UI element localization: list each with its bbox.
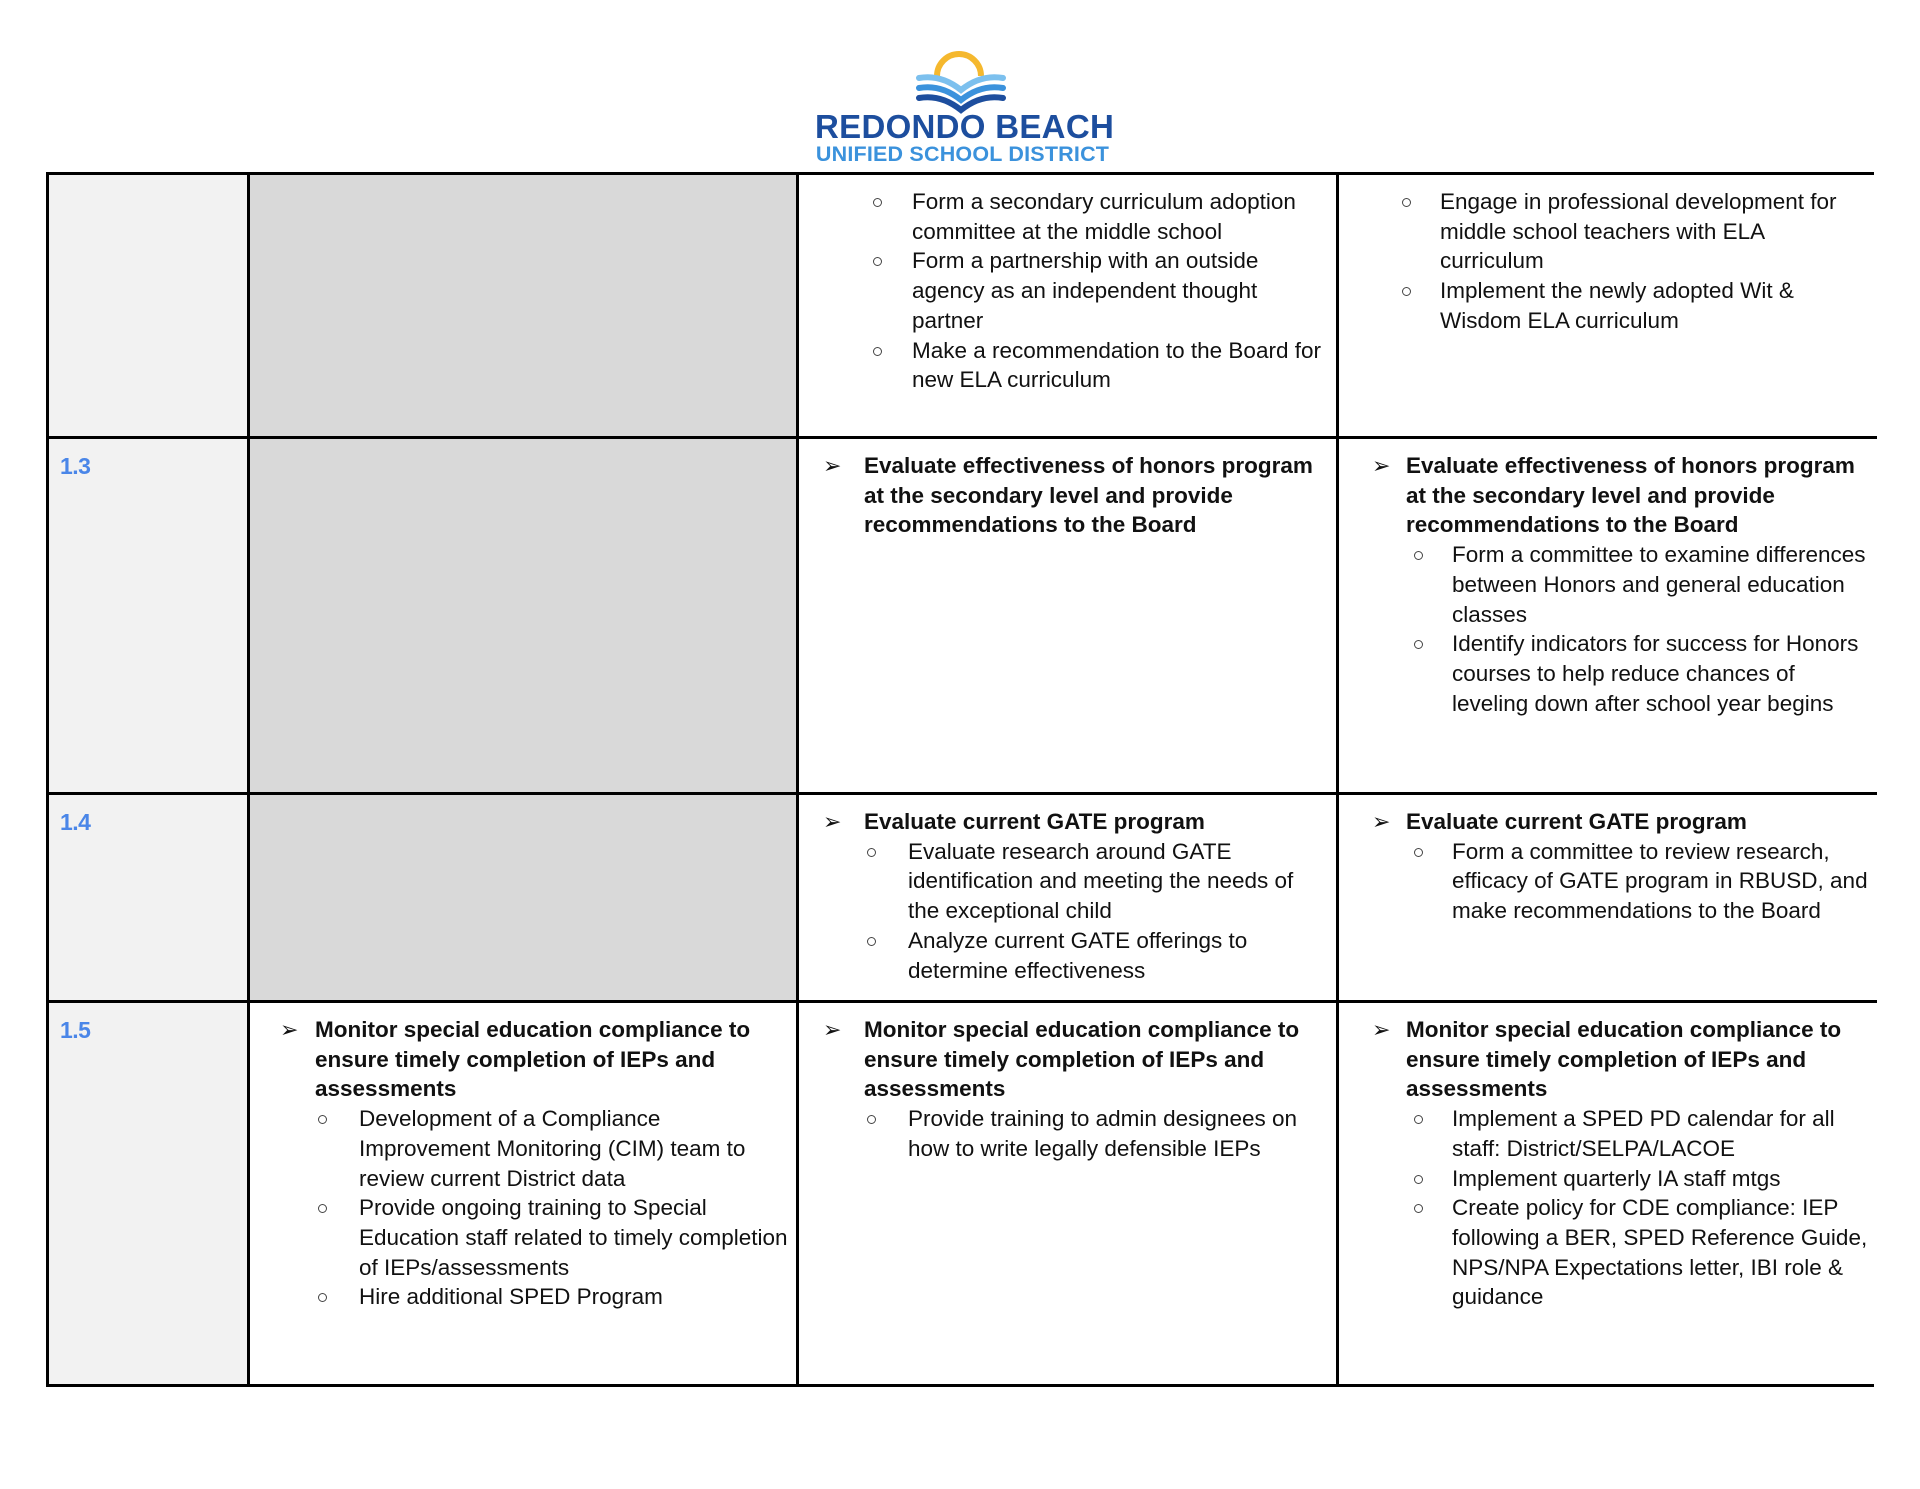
hollow-circle-bullet-icon <box>867 937 876 946</box>
main-bullet-item: ➢ Monitor special education compliance to ensure timely completion of IEPs and assessments <box>1372 1017 1842 1102</box>
sub-bullet-list <box>1339 187 1869 336</box>
sub-bullet-item: Form a committee to examine differences between Honors and general education classes <box>1339 540 1869 629</box>
sub-bullet-list <box>1339 1104 1869 1312</box>
row-4-col-3-cell <box>799 1003 1339 1384</box>
arrowhead-bullet-icon: ➢ <box>823 453 842 478</box>
hollow-circle-bullet-icon <box>873 347 882 356</box>
hollow-circle-bullet-icon <box>1414 1204 1423 1213</box>
row-label-cell <box>49 795 250 1003</box>
sub-bullet-item: Form a partnership with an outside agency as an independent thought partner <box>799 246 1328 335</box>
hollow-circle-bullet-icon <box>1414 848 1423 857</box>
sub-bullet-item: Identify indicators for success for Honors courses to help reduce chances of leveling down after school year begins <box>1339 629 1869 718</box>
sub-bullet-item: Implement the newly adopted Wit & Wisdom ELA curriculum <box>1339 276 1869 335</box>
row-3-col-3-cell <box>799 795 1339 1003</box>
sub-bullet-item: Evaluate research around GATE identification and meeting the needs of the exceptional child <box>799 837 1328 926</box>
row-label: 1.4 <box>60 809 91 835</box>
sub-bullet-item: Implement quarterly IA staff mtgs <box>1339 1164 1869 1194</box>
hollow-circle-bullet-icon <box>867 1115 876 1124</box>
row-label: 1.5 <box>60 1017 91 1043</box>
hollow-circle-bullet-icon <box>1414 640 1423 649</box>
row-1-col-3-cell <box>799 175 1339 439</box>
sub-bullet-list <box>1339 540 1869 718</box>
logo-subtitle: UNIFIED SCHOOL DISTRICT <box>815 142 1110 166</box>
district-logo <box>800 40 1120 165</box>
sub-bullet-item: Implement a SPED PD calendar for all staff: District/SELPA/LACOE <box>1339 1104 1869 1163</box>
arrowhead-bullet-icon: ➢ <box>1372 453 1391 478</box>
sub-bullet-item: Engage in professional development for middle school teachers with ELA curriculum <box>1339 187 1869 276</box>
hollow-circle-bullet-icon <box>1414 551 1423 560</box>
row-4-col-2-cell <box>250 1003 799 1384</box>
sub-bullet-list <box>799 1104 1328 1163</box>
hollow-circle-bullet-icon <box>873 257 882 266</box>
main-bullet-item: ➢ Evaluate effectiveness of honors program at the secondary level and provide recommendations to the Board <box>823 453 1313 538</box>
hollow-circle-bullet-icon <box>318 1293 327 1302</box>
sub-bullet-list <box>250 1104 788 1312</box>
arrowhead-bullet-icon: ➢ <box>280 1017 299 1042</box>
hollow-circle-bullet-icon <box>1414 1175 1423 1184</box>
row-label-cell <box>49 175 250 439</box>
main-bullet-item: ➢ Evaluate effectiveness of honors program at the secondary level and provide recommendations to the Board <box>1372 453 1855 538</box>
sub-bullet-item: Make a recommendation to the Board for new ELA curriculum <box>799 336 1328 395</box>
logo-title: REDONDO BEACH <box>815 108 1115 145</box>
sub-bullet-item: Hire additional SPED Program <box>250 1282 788 1312</box>
sub-bullet-item: Create policy for CDE compliance: IEP following a BER, SPED Reference Guide, NPS/NPA Expectations letter, IBI role & guidance <box>1339 1193 1869 1312</box>
main-bullet-item: ➢ Evaluate current GATE program <box>1339 807 1869 837</box>
hollow-circle-bullet-icon <box>873 198 882 207</box>
strategic-plan-table <box>46 172 1874 1387</box>
arrowhead-bullet-icon: ➢ <box>1372 1017 1391 1042</box>
hollow-circle-bullet-icon <box>318 1115 327 1124</box>
sub-bullet-list <box>799 187 1328 395</box>
sub-bullet-item: Form a committee to review research, efficacy of GATE program in RBUSD, and make recommendations to the Board <box>1339 837 1869 926</box>
arrowhead-bullet-icon: ➢ <box>823 809 842 834</box>
sub-bullet-item: Analyze current GATE offerings to determine effectiveness <box>799 926 1328 985</box>
row-1-col-4-cell <box>1339 175 1877 439</box>
sub-bullet-item: Development of a Compliance Improvement Monitoring (CIM) team to review current District data <box>250 1104 788 1193</box>
empty-shaded-cell <box>250 439 799 795</box>
arrowhead-bullet-icon: ➢ <box>823 1017 842 1042</box>
sub-bullet-list <box>799 837 1328 986</box>
empty-shaded-cell <box>250 175 799 439</box>
row-3-col-4-cell <box>1339 795 1877 1003</box>
main-bullet-item: ➢ Evaluate current GATE program <box>799 807 1328 837</box>
main-bullet-item: ➢ Monitor special education compliance to ensure timely completion of IEPs and assessments <box>280 1017 751 1102</box>
sub-bullet-item: Form a secondary curriculum adoption committee at the middle school <box>799 187 1328 246</box>
sun-over-open-book-icon <box>915 44 1007 118</box>
sub-bullet-item: Provide training to admin designees on how to write legally defensible IEPs <box>799 1104 1328 1163</box>
hollow-circle-bullet-icon <box>867 848 876 857</box>
row-label: 1.3 <box>60 453 91 479</box>
sub-bullet-item: Provide ongoing training to Special Education staff related to timely completion of IEPs/assessments <box>250 1193 788 1282</box>
row-label-cell <box>49 1003 250 1384</box>
sub-bullet-list <box>1339 837 1869 926</box>
hollow-circle-bullet-icon <box>1402 287 1411 296</box>
main-bullet-item: ➢ Monitor special education compliance to ensure timely completion of IEPs and assessments <box>823 1017 1300 1102</box>
row-label-cell <box>49 439 250 795</box>
row-2-col-3-cell <box>799 439 1339 795</box>
row-2-col-4-cell <box>1339 439 1877 795</box>
arrowhead-bullet-icon: ➢ <box>1372 809 1391 834</box>
row-4-col-4-cell <box>1339 1003 1877 1384</box>
hollow-circle-bullet-icon <box>1402 198 1411 207</box>
hollow-circle-bullet-icon <box>318 1204 327 1213</box>
empty-shaded-cell <box>250 795 799 1003</box>
hollow-circle-bullet-icon <box>1414 1115 1423 1124</box>
